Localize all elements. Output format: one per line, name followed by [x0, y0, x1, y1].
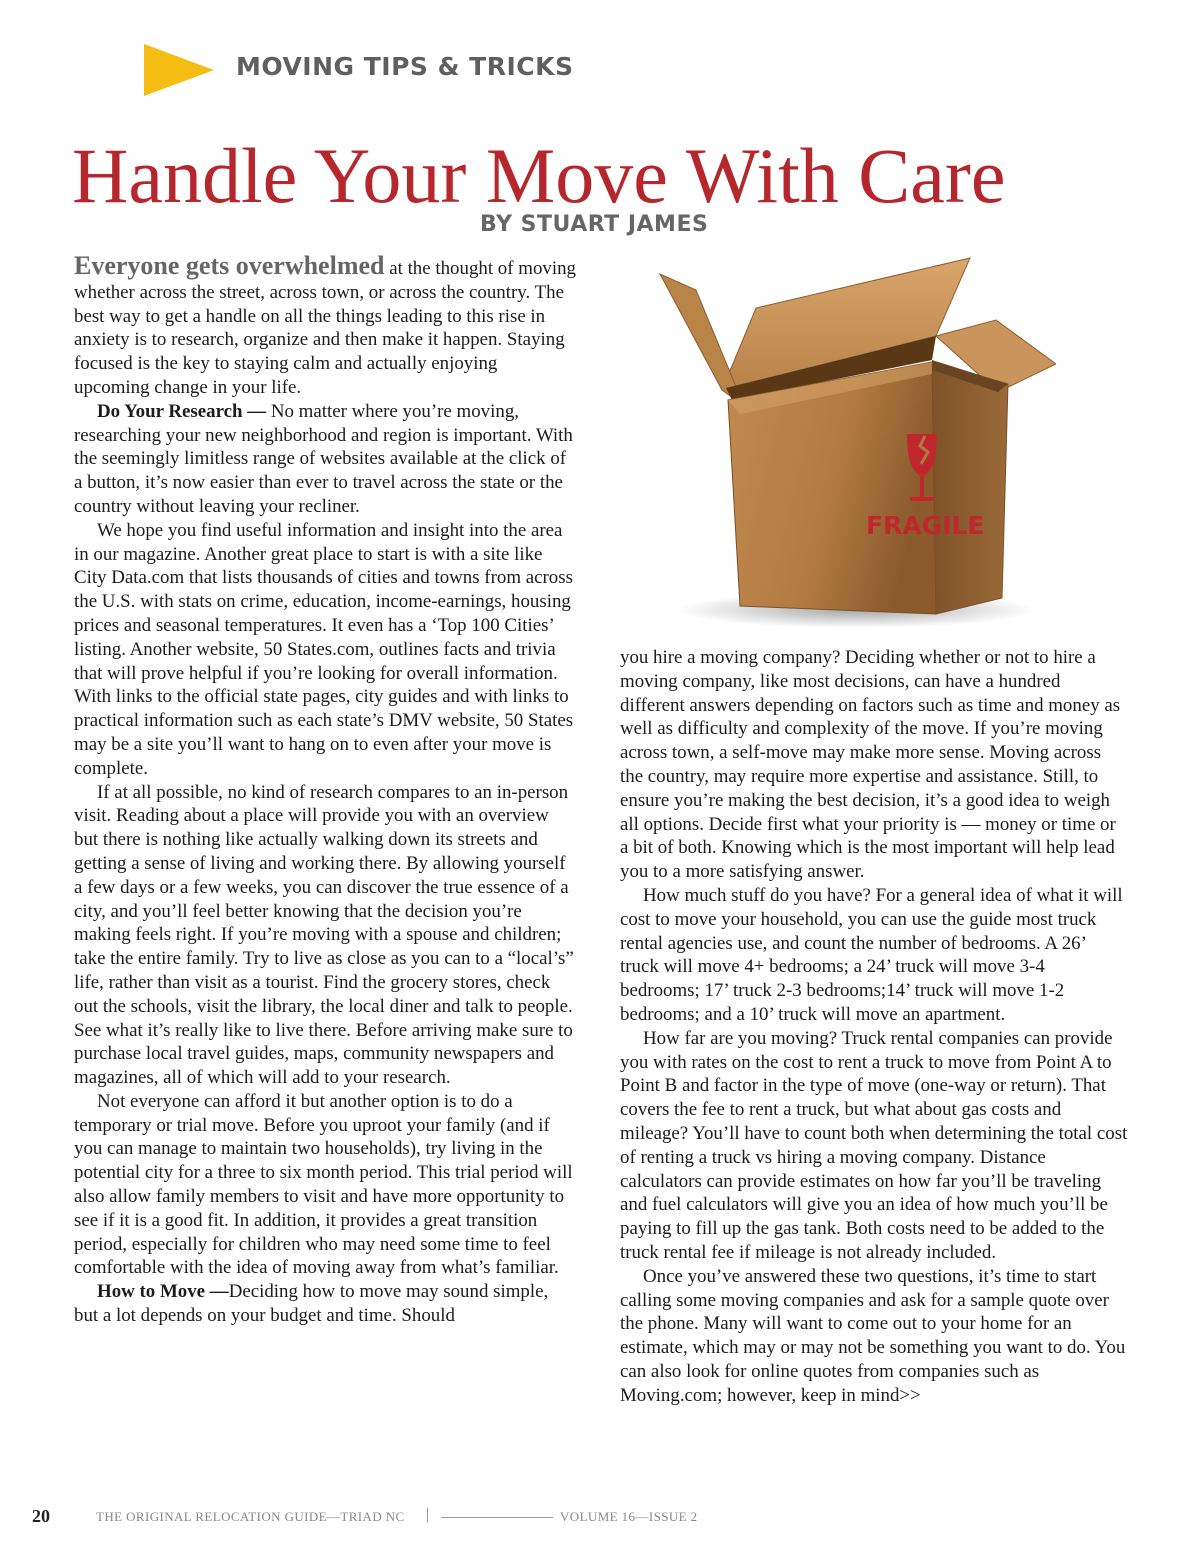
research-paragraph — [74, 400, 576, 519]
distance-paragraph: How far are you moving? Truck rental companies can provide you with rates on the cost to rent a truck to move from Point A to Point B and factor in the type of move (one-way or return). That covers the fee to rent a truck, but what about gas costs and mileage? You’ll have to count both when determining the total cost of renting a truck vs hiring a moving company. Distance calculators can provide estimates on how far you’ll be traveling and fuel calculators will give you an idea of how much you’ll be paying to fill up the gas tank. Both costs need to be added to the truck rental fee if mileage is not already included. — [620, 1027, 1128, 1263]
fragile-box-illustration — [636, 224, 1056, 634]
continuation-paragraph: you hire a moving company? Deciding whether or not to hire a moving company, like most decisions, can have a hundred different answers depending on factors such as time and money as well as difficulty and complexity of the move. If you’re moving across town, a self-move may make more sense. Moving across the country, may require more expertise and assistance. Still, to ensure you’re making the best decision, it’s a good idea to weigh all options. Decide first what your priority is — money or time or a bit of both. Knowing which is the most important will help lead you to a more satisfying answer. — [620, 647, 1121, 883]
article-title: Handle Your Move With Care — [72, 132, 1006, 219]
research-heading: Do Your Research — — [97, 400, 267, 422]
article-column-right — [620, 646, 1128, 1408]
publication-name: THE ORIGINAL RELOCATION GUIDE—TRIAD NC — [96, 1509, 405, 1524]
page-footer — [0, 1506, 1200, 1530]
section-label: MOVING TIPS & TRICKS — [236, 52, 574, 81]
footer-rule — [441, 1517, 553, 1518]
stuff-paragraph: How much stuff do you have? For a general idea of what it will cost to move your household, you can use the guide most truck rental agencies use, and count the number of bedrooms. A 26’ truck will move 4+ bedrooms; a 24’ truck will move 3-4 bedrooms; 17’ truck 2-3 bedrooms;14’ truck will move 1-2 bedrooms; and a 10’ truck will move an apartment. — [620, 884, 1123, 1025]
how-to-move-heading: How to Move — — [97, 1281, 229, 1303]
trial-move-paragraph: Not everyone can afford it but another option is to do a temporary or trial move. Before you uproot your family (and if you can manage to maintain two households), try living in the potential city for a three to six month period. This trial period will also allow family members to visit and have more opportunity to see if it is a good fit. In addition, it provides a great transition period, especially for children who may need some time to feel comfortable with the idea of moving away from what’s familiar. — [74, 1090, 573, 1279]
how-to-move-paragraph — [74, 1280, 576, 1328]
lead-in: Everyone gets overwhelmed — [74, 251, 385, 280]
article-column-left — [74, 251, 576, 1328]
issue-label: VOLUME 16—ISSUE 2 — [560, 1509, 698, 1524]
intro-text: at the thought of moving whether across the street, across town, or across the country. The best way to get a handle on all the things leading to this rise in anxiety is to research, organize and then make it happen. Staying focused is the key to staying calm and actually enjoying upcoming change in your life. — [74, 258, 576, 398]
byline: BY STUART JAMES — [480, 212, 709, 237]
fragile-label: FRAGILE — [866, 511, 985, 540]
intro-paragraph — [74, 251, 576, 400]
magazine-paragraph: We hope you find useful information and insight into the area in our magazine. Another great place to start is with a site like City Data.com that lists thousands of cities and towns from across the U.S. with stats on crime, education, income-earnings, housing prices and seasonal temperatures. It even has a ‘Top 100 Cities’ listing. Another website, 50 States.com, outlines facts and trivia that will prove helpful if you’re looking for overall information. With links to the official state pages, city guides and with links to practical information such as each state’s DMV website, 50 States may be a site you’ll want to hang on to even after your move is complete. — [74, 519, 574, 779]
research-text: No matter where you’re moving, researching your new neighborhood and region is important. With the seemingly limitless range of websites available at the click of a button, it’s now easier than ever to travel across the state or the country without leaving your recliner. — [74, 400, 573, 517]
visit-paragraph: If at all possible, no kind of research compares to an in-person visit. Reading about a place will provide you with an overview but there is nothing like actually walking down its streets and getting a sense of living and working there. By allowing yourself a few days or a few weeks, you can discover the true essence of a city, and you’ll feel better knowing that the decision you’re making feels right. If you’re moving with a spouse and children; take the entire family. Try to live as close as you can to a “local’s” life, rather than visit as a tourist. Find the grocery stores, check out the schools, visit the library, the local diner and talk to people. See what it’s really like to live there. Before arriving make sure to purchase local travel guides, maps, community newspapers and magazines, all of which will add to your research. — [74, 781, 574, 1089]
page-number: 20 — [32, 1506, 50, 1526]
quotes-paragraph: Once you’ve answered these two questions, it’s time to start calling some moving companies and ask for a sample quote over the phone. Many will want to come out to your home for an estimate, which may or may not be something you want to do. You can also look for online quotes from companies such as Moving.com; however, keep in mind>> — [620, 1265, 1126, 1406]
section-arrow-icon — [144, 44, 214, 96]
how-to-move-text: Deciding how to move may sound simple, but a lot depends on your budget and time. Should — [74, 1281, 549, 1327]
footer-separator: | — [426, 1506, 430, 1523]
